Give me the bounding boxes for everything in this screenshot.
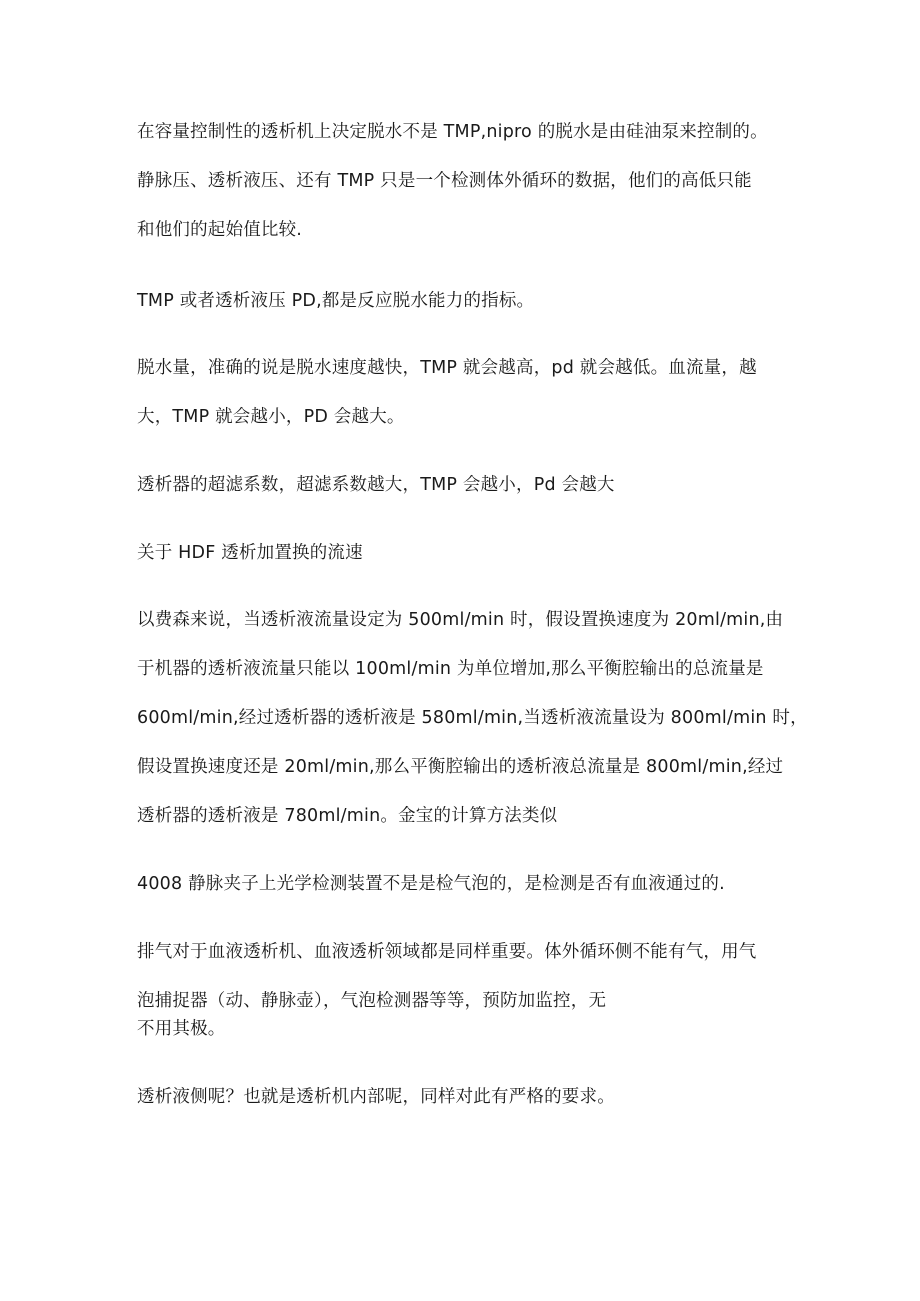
- paragraph-8-line-1: 排气对于血液透析机、血液透析领域都是同样重要。体外循环侧不能有气，用气: [137, 942, 757, 962]
- paragraph-5-line-1: 关于 HDF 透析加置换的流速: [137, 543, 363, 563]
- paragraph-1-line-1: 在容量控制性的透析机上决定脱水不是 TMP,nipro 的脱水是由硅油泵来控制的。: [137, 122, 768, 142]
- paragraph-3-line-1: 脱水量，准确的说是脱水速度越快，TMP 就会越高，pd 就会越低。血流量，越: [137, 358, 757, 378]
- paragraph-4-line-1: 透析器的超滤系数，超滤系数越大，TMP 会越小，Pd 会越大: [137, 475, 615, 495]
- paragraph-2-line-1: TMP 或者透析液压 PD,都是反应脱水能力的指标。: [137, 291, 535, 311]
- paragraph-6-line-5: 透析器的透析液是 780ml/min。金宝的计算方法类似: [137, 806, 558, 826]
- paragraph-6-line-4: 假设置换速度还是 20ml/min,那么平衡腔输出的透析液总流量是 800ml/min,经过: [137, 757, 784, 777]
- paragraph-6-line-3: 600ml/min,经过透析器的透析液是 580ml/min,当透析液流量设为 800ml/min 时，: [137, 708, 808, 728]
- paragraph-9-line-1: 透析液侧呢？也就是透析机内部呢，同样对此有严格的要求。: [137, 1087, 615, 1107]
- paragraph-8-line-2: 泡捕捉器（动、静脉壶），气泡检测器等等，预防加监控，无: [137, 991, 607, 1011]
- paragraph-6-line-2: 于机器的透析液流量只能以 100ml/min 为单位增加,那么平衡腔输出的总流量是: [137, 659, 764, 679]
- paragraph-1-line-2: 静脉压、透析液压、还有 TMP 只是一个检测体外循环的数据，他们的高低只能: [137, 171, 752, 191]
- paragraph-1-line-3: 和他们的起始值比较.: [137, 220, 303, 240]
- paragraph-7-line-1: 4008 静脉夹子上光学检测装置不是是检气泡的，是检测是否有血液通过的.: [137, 874, 725, 894]
- paragraph-8-line-3: 不用其极。: [137, 1019, 226, 1039]
- paragraph-6-line-1: 以费森来说，当透析液流量设定为 500ml/min 时，假设置换速度为 20ml/min,由: [137, 610, 784, 630]
- paragraph-3-line-2: 大，TMP 就会越小，PD 会越大。: [137, 407, 405, 427]
